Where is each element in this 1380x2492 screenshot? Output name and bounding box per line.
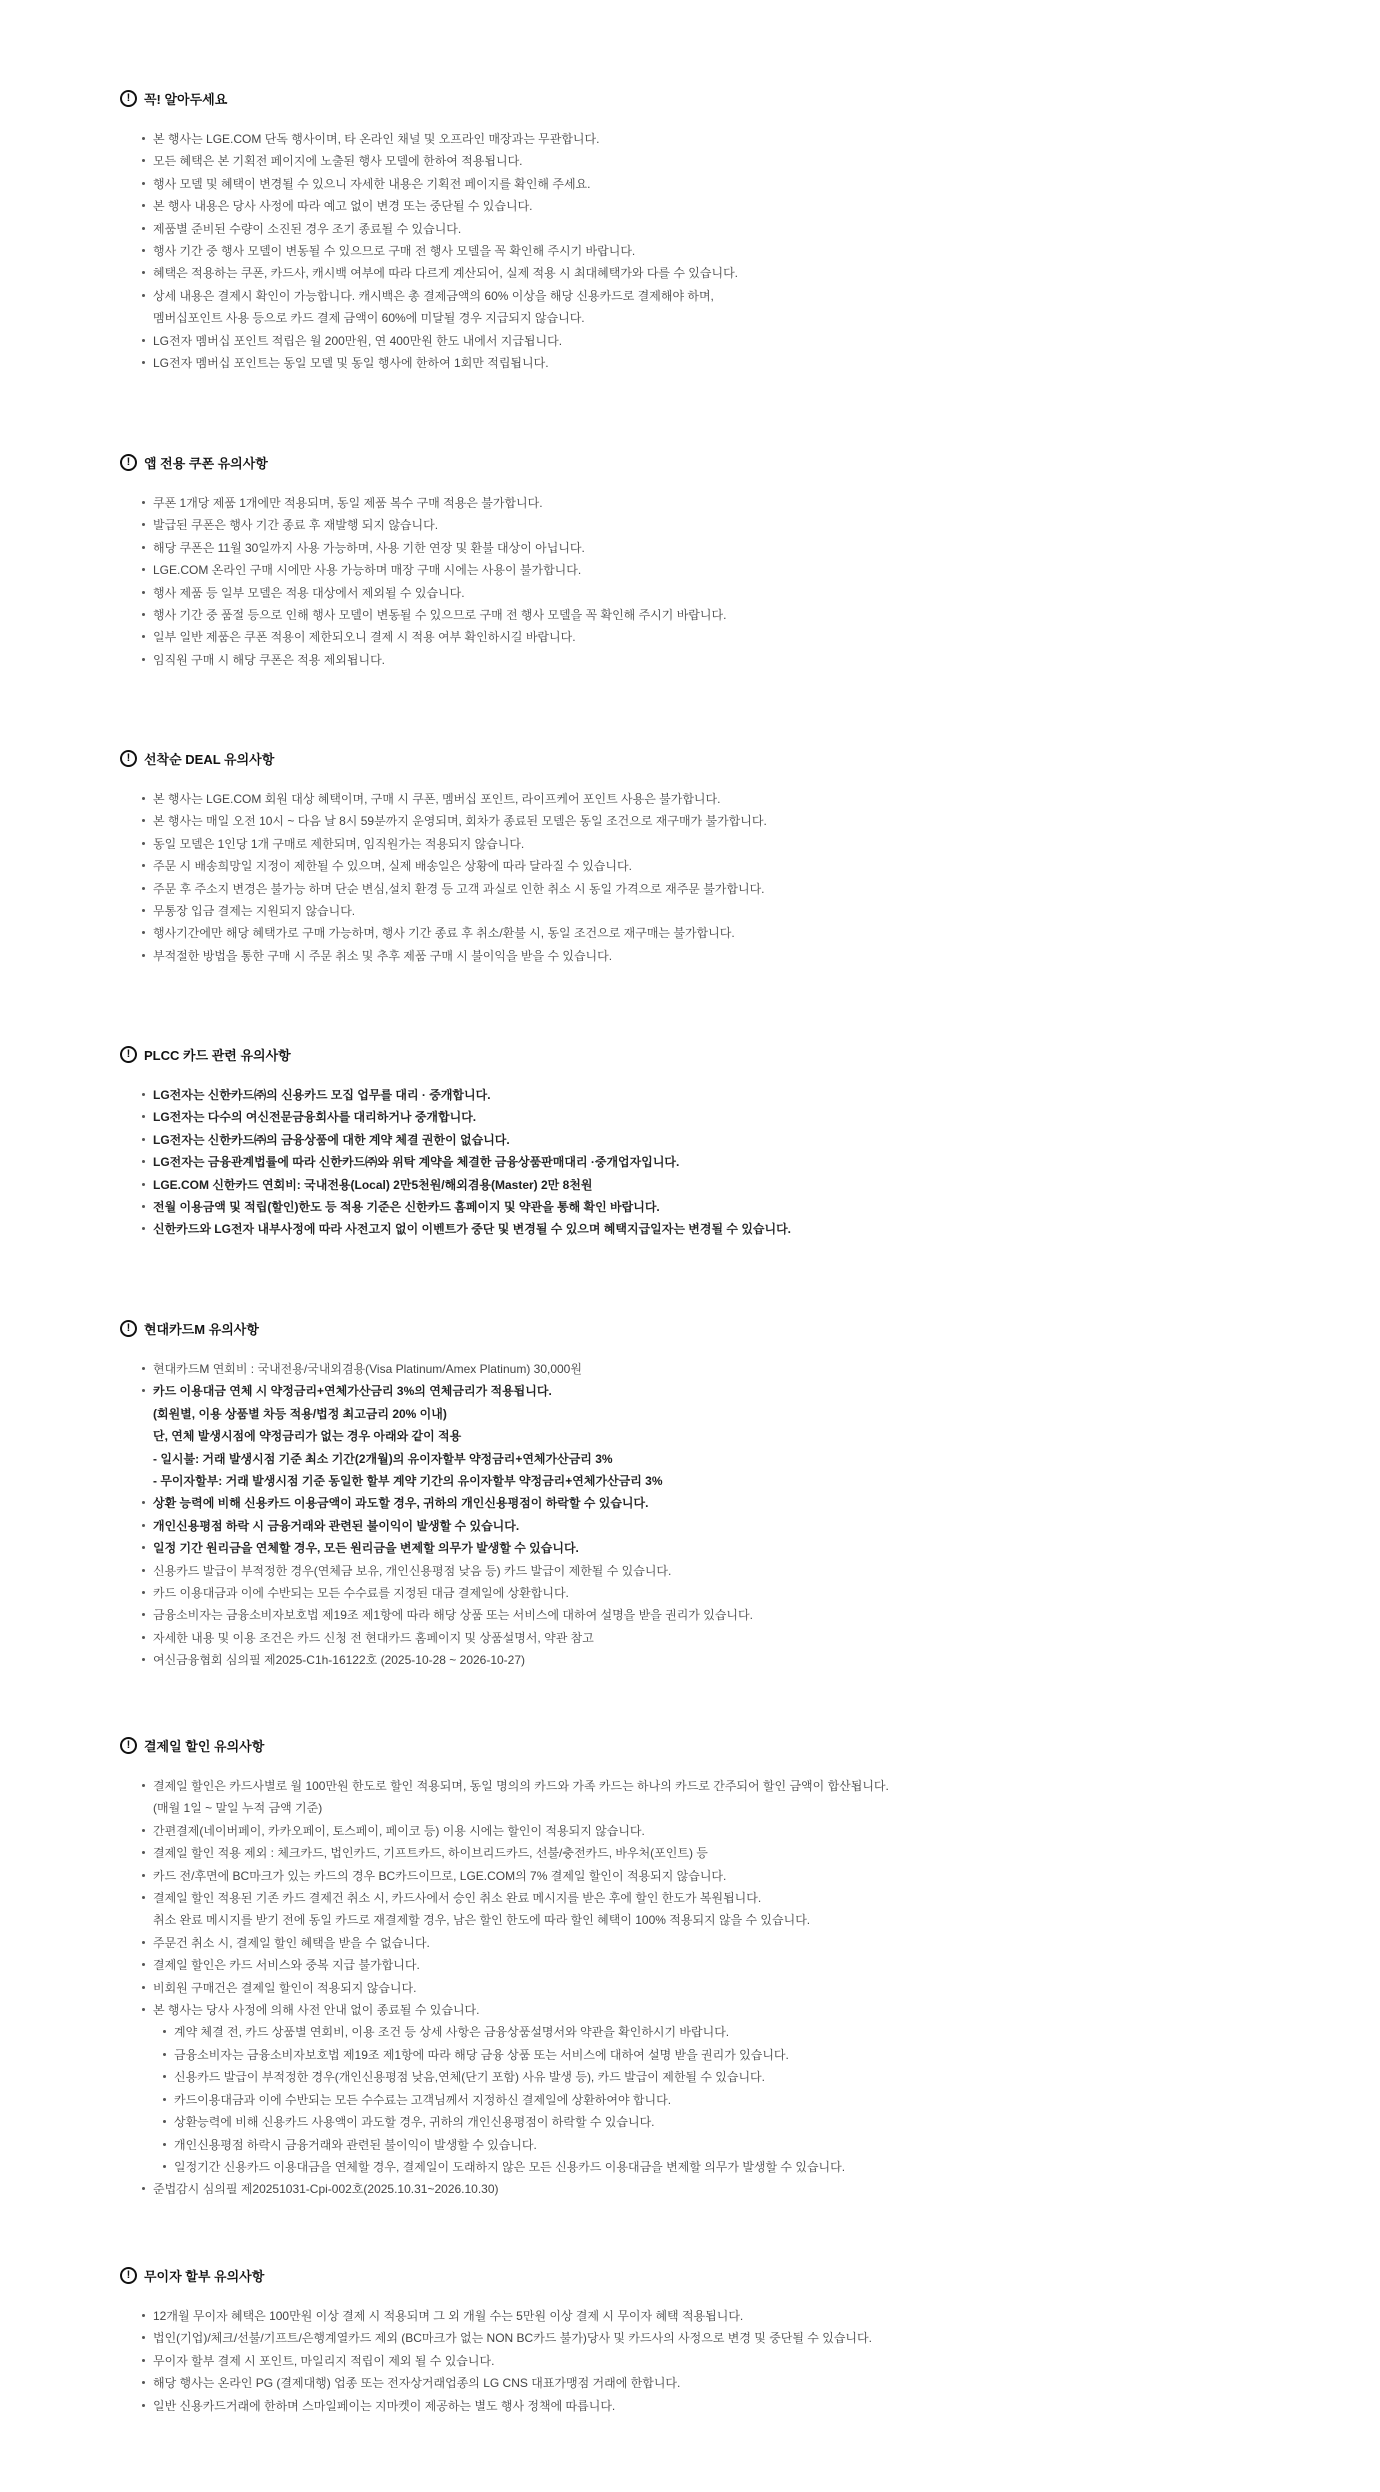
notice-list bbox=[120, 788, 1300, 967]
list-item: 해당 쿠폰은 11월 30일까지 사용 가능하며, 사용 기한 연장 및 환불 대상이 아닙니다. bbox=[142, 537, 1300, 559]
list-item: 카드 이용대금 연체 시 약정금리+연체가산금리 3%의 연체금리가 적용됩니다. bbox=[142, 1380, 1300, 1402]
list-item: LGE.COM 온라인 구매 시에만 사용 가능하며 매장 구매 시에는 사용이 불가합니다. bbox=[142, 559, 1300, 581]
list-item: 쿠폰 1개당 제품 1개에만 적용되며, 동일 제품 복수 구매 적용은 불가합니다. bbox=[142, 492, 1300, 514]
list-item: 결제일 할인은 카드사별로 월 100만원 한도로 할인 적용되며, 동일 명의의 카드와 가족 카드는 하나의 카드로 간주되어 할인 금액이 합산됩니다. bbox=[142, 1775, 1300, 1797]
notice-list bbox=[120, 492, 1300, 671]
exclamation-circle-icon: ! bbox=[120, 750, 137, 767]
list-item: 모든 혜택은 본 기획전 페이지에 노출된 행사 모델에 한하여 적용됩니다. bbox=[142, 150, 1300, 172]
list-item: 행사 기간 중 행사 모델이 변동될 수 있으므로 구매 전 행사 모델을 꼭 확인해 주시기 바랍니다. bbox=[142, 240, 1300, 262]
list-item: 본 행사는 LGE.COM 회원 대상 혜택이며, 구매 시 쿠폰, 멤버십 포인트, 라이프케어 포인트 사용은 불가합니다. bbox=[142, 788, 1300, 810]
list-item: 부적절한 방법을 통한 구매 시 주문 취소 및 추후 제품 구매 시 불이익을 받을 수 있습니다. bbox=[142, 945, 1300, 967]
exclamation-circle-icon: ! bbox=[120, 1046, 137, 1063]
list-item: 주문 후 주소지 변경은 불가능 하며 단순 변심,설치 환경 등 고객 과실로 인한 취소 시 동일 가격으로 재주문 불가합니다. bbox=[142, 878, 1300, 900]
list-item-continued: - 일시불: 거래 발생시점 기준 최소 기간(2개월)의 유이자할부 약정금리+연체가산금리 3% bbox=[153, 1451, 613, 1466]
list-item: 일부 일반 제품은 쿠폰 적용이 제한되오니 결제 시 적용 여부 확인하시길 바랍니다. bbox=[142, 626, 1300, 648]
list-item: 결제일 할인 적용된 기존 카드 결제건 취소 시, 카드사에서 승인 취소 완료 메시지를 받은 후에 할인 한도가 복원됩니다. bbox=[142, 1887, 1300, 1909]
list-item-continued: 단, 연체 발생시점에 약정금리가 없는 경우 아래와 같이 적용 bbox=[153, 1429, 462, 1444]
section-title: 무이자 할부 유의사항 bbox=[144, 2268, 265, 2284]
list-item: 신한카드와 LG전자 내부사정에 따라 사전고지 없이 이벤트가 중단 및 변경될 수 있으며 혜택지급일자는 변경될 수 있습니다. bbox=[142, 1218, 1300, 1240]
section-title: 결제일 할인 유의사항 bbox=[144, 1738, 265, 1754]
notice-section-interest-free bbox=[120, 2263, 1300, 2417]
notice-section-hyundai-card bbox=[120, 1316, 1300, 1672]
list-item-continued: 취소 완료 메시지를 받기 전에 동일 카드로 재결제할 경우, 남은 할인 한도에 따라 할인 혜택이 100% 적용되지 않을 수 있습니다. bbox=[153, 1913, 811, 1928]
exclamation-circle-icon: ! bbox=[120, 1320, 137, 1337]
notice-section-plcc-card bbox=[120, 1042, 1300, 1241]
list-item: 비회원 구매건은 결제일 할인이 적용되지 않습니다. bbox=[142, 1977, 1300, 1999]
list-item: 임직원 구매 시 해당 쿠폰은 적용 제외됩니다. bbox=[142, 649, 1300, 671]
list-item: 법인(기업)/체크/선불/기프트/은행계열카드 제외 (BC마크가 없는 NON BC카드 불가)당사 및 카드사의 사정으로 변경 및 중단될 수 있습니다. bbox=[142, 2327, 1300, 2349]
section-header bbox=[120, 746, 1300, 770]
list-item bbox=[142, 1999, 1300, 2178]
list-item: 금융소비자는 금융소비자보호법 제19조 제1항에 따라 해당 상품 또는 서비스에 대하여 설명을 받을 권리가 있습니다. bbox=[142, 1604, 1300, 1626]
list-item: 본 행사는 매일 오전 10시 ~ 다음 날 8시 59분까지 운영되며, 회차가 종료된 모델은 동일 조건으로 재구매가 불가합니다. bbox=[142, 810, 1300, 832]
list-item: 행사 제품 등 일부 모델은 적용 대상에서 제외될 수 있습니다. bbox=[142, 582, 1300, 604]
notice-list bbox=[120, 1358, 1300, 1672]
list-item: 무통장 입금 결제는 지원되지 않습니다. bbox=[142, 900, 1300, 922]
notice-list bbox=[120, 2305, 1300, 2417]
exclamation-circle-icon: ! bbox=[120, 1737, 137, 1754]
notice-list bbox=[120, 128, 1300, 374]
list-item: 해당 행사는 온라인 PG (결제대행) 업종 또는 전자상거래업종의 LG CNS 대표가맹점 거래에 한합니다. bbox=[142, 2372, 1300, 2394]
list-item: 본 행사는 LGE.COM 단독 행사이며, 타 온라인 채널 및 오프라인 매장과는 무관합니다. bbox=[142, 128, 1300, 150]
list-item: 일반 신용카드거래에 한하며 스마일페이는 지마켓이 제공하는 별도 행사 정책에 따릅니다. bbox=[142, 2395, 1300, 2417]
list-item: 개인신용평점 하락 시 금융거래와 관련된 불이익이 발생할 수 있습니다. bbox=[142, 1515, 1300, 1537]
list-item: 행사기간에만 해당 혜택가로 구매 가능하며, 행사 기간 종료 후 취소/환불 시, 동일 조건으로 재구매는 불가합니다. bbox=[142, 922, 1300, 944]
sub-list-item: 신용카드 발급이 부적정한 경우(개인신용평점 낮음,연체(단기 포함) 사유 발생 등), 카드 발급이 제한될 수 있습니다. bbox=[163, 2066, 1300, 2088]
sub-list-item: 금융소비자는 금융소비자보호법 제19조 제1항에 따라 해당 금융 상품 또는 서비스에 대하여 설명 받을 권리가 있습니다. bbox=[163, 2044, 1300, 2066]
notice-section-must-know bbox=[120, 86, 1300, 374]
list-item: 동일 모델은 1인당 1개 구매로 제한되며, 임직원가는 적용되지 않습니다. bbox=[142, 833, 1300, 855]
notice-section-first-come-deal bbox=[120, 746, 1300, 967]
list-item: 결제일 할인은 카드 서비스와 중복 지급 불가합니다. bbox=[142, 1954, 1300, 1976]
list-item: LG전자는 신한카드㈜의 금융상품에 대한 계약 체결 권한이 없습니다. bbox=[142, 1129, 1300, 1151]
exclamation-circle-icon: ! bbox=[120, 2267, 137, 2284]
list-item: 주문건 취소 시, 결제일 할인 혜택을 받을 수 없습니다. bbox=[142, 1932, 1300, 1954]
list-item: 카드 이용대금과 이에 수반되는 모든 수수료를 지정된 대금 결제일에 상환합니다. bbox=[142, 1582, 1300, 1604]
sub-list-item: 상환능력에 비해 신용카드 사용액이 과도할 경우, 귀하의 개인신용평점이 하락할 수 있습니다. bbox=[163, 2111, 1300, 2133]
section-header bbox=[120, 450, 1300, 474]
section-title: 꼭! 알아두세요 bbox=[144, 91, 228, 107]
section-title: 선착순 DEAL 유의사항 bbox=[144, 751, 275, 767]
list-item: 자세한 내용 및 이용 조건은 카드 신청 전 현대카드 홈페이지 및 상품설명서, 약관 참고 bbox=[142, 1627, 1300, 1649]
list-item: 행사 모델 및 혜택이 변경될 수 있으니 자세한 내용은 기획전 페이지를 확인해 주세요. bbox=[142, 173, 1300, 195]
section-title: PLCC 카드 관련 유의사항 bbox=[144, 1047, 291, 1063]
section-header bbox=[120, 86, 1300, 110]
exclamation-circle-icon: ! bbox=[120, 90, 137, 107]
list-item: 상환 능력에 비해 신용카드 이용금액이 과도할 경우, 귀하의 개인신용평점이 하락할 수 있습니다. bbox=[142, 1492, 1300, 1514]
list-item: 일정 기간 원리금을 연체할 경우, 모든 원리금을 변제할 의무가 발생할 수 있습니다. bbox=[142, 1537, 1300, 1559]
list-item: LG전자는 신한카드㈜의 신용카드 모집 업무를 대리 · 중개합니다. bbox=[142, 1084, 1300, 1106]
list-item: 혜택은 적용하는 쿠폰, 카드사, 캐시백 여부에 따라 다르게 계산되어, 실제 적용 시 최대혜택가와 다를 수 있습니다. bbox=[142, 262, 1300, 284]
list-item-text: 본 행사는 당사 사정에 의해 사전 안내 없이 종료될 수 있습니다. bbox=[153, 2003, 480, 2018]
list-item: 카드 전/후면에 BC마크가 있는 카드의 경우 BC카드이므로, LGE.COM의 7% 결제일 할인이 적용되지 않습니다. bbox=[142, 1865, 1300, 1887]
notice-section-app-coupon bbox=[120, 450, 1300, 671]
list-item: 주문 시 배송희망일 지정이 제한될 수 있으며, 실제 배송일은 상황에 따라 달라질 수 있습니다. bbox=[142, 855, 1300, 877]
list-item: 행사 기간 중 품절 등으로 인해 행사 모델이 변동될 수 있으므로 구매 전 행사 모델을 꼭 확인해 주시기 바랍니다. bbox=[142, 604, 1300, 626]
list-item: 본 행사 내용은 당사 사정에 따라 예고 없이 변경 또는 중단될 수 있습니다. bbox=[142, 195, 1300, 217]
list-item: 전월 이용금액 및 적립(할인)한도 등 적용 기준은 신한카드 홈페이지 및 약관을 통해 확인 바랍니다. bbox=[142, 1196, 1300, 1218]
list-item: LG전자 멤버십 포인트 적립은 월 200만원, 연 400만원 한도 내에서 지급됩니다. bbox=[142, 330, 1300, 352]
exclamation-circle-icon: ! bbox=[120, 454, 137, 471]
list-item: 무이자 할부 결제 시 포인트, 마일리지 적립이 제외 될 수 있습니다. bbox=[142, 2350, 1300, 2372]
sub-list-item: 계약 체결 전, 카드 상품별 연회비, 이용 조건 등 상세 사항은 금융상품설명서와 약관을 확인하시기 바랍니다. bbox=[163, 2021, 1300, 2043]
list-item: 결제일 할인 적용 제외 : 체크카드, 법인카드, 기프트카드, 하이브리드카드, 선불/충전카드, 바우처(포인트) 등 bbox=[142, 1842, 1300, 1864]
notice-list bbox=[120, 1084, 1300, 1241]
list-item-continued: 멤버십포인트 사용 등으로 카드 결제 금액이 60%에 미달될 경우 지급되지 않습니다. bbox=[153, 311, 585, 326]
sub-list-item: 카드이용대금과 이에 수반되는 모든 수수료는 고객님께서 지정하신 결제일에 상환하여야 합니다. bbox=[163, 2089, 1300, 2111]
sub-list bbox=[153, 2021, 1300, 2178]
list-item: 여신금융협회 심의필 제2025-C1h-16122호 (2025-10-28 ~ 2026-10-27) bbox=[142, 1649, 1300, 1671]
list-item: LG전자는 다수의 여신전문금융회사를 대리하거나 중개합니다. bbox=[142, 1106, 1300, 1128]
list-item-continued: - 무이자할부: 거래 발생시점 기준 동일한 할부 계약 기간의 유이자할부 약정금리+연체가산금리 3% bbox=[153, 1474, 663, 1489]
sub-list-item: 일정기간 신용카드 이용대금을 연체할 경우, 결제일이 도래하지 않은 모든 신용카드 이용대금을 변제할 의무가 발생할 수 있습니다. bbox=[163, 2156, 1300, 2178]
notice-section-billing-discount bbox=[120, 1733, 1300, 2201]
section-title: 앱 전용 쿠폰 유의사항 bbox=[144, 455, 268, 471]
list-item: LG전자는 금융관계법률에 따라 신한카드㈜와 위탁 계약을 체결한 금융상품판매대리 ·중개업자입니다. bbox=[142, 1151, 1300, 1173]
section-title: 현대카드M 유의사항 bbox=[144, 1321, 259, 1337]
section-header bbox=[120, 1042, 1300, 1066]
list-item-continued: (회원별, 이용 상품별 차등 적용/법정 최고금리 20% 이내) bbox=[153, 1406, 447, 1421]
notice-list bbox=[120, 1775, 1300, 2201]
list-item: 12개월 무이자 혜택은 100만원 이상 결제 시 적용되며 그 외 개월 수는 5만원 이상 결제 시 무이자 혜택 적용됩니다. bbox=[142, 2305, 1300, 2327]
section-header bbox=[120, 1733, 1300, 1757]
list-item: 간편결제(네이버페이, 카카오페이, 토스페이, 페이코 등) 이용 시에는 할인이 적용되지 않습니다. bbox=[142, 1820, 1300, 1842]
list-item: 현대카드M 연회비 : 국내전용/국내외겸용(Visa Platinum/Amex Platinum) 30,000원 bbox=[142, 1358, 1300, 1380]
list-item: LG전자 멤버십 포인트는 동일 모델 및 동일 행사에 한하여 1회만 적립됩니다. bbox=[142, 352, 1300, 374]
sub-list-item: 개인신용평점 하락시 금융거래와 관련된 불이익이 발생할 수 있습니다. bbox=[163, 2134, 1300, 2156]
list-item: 제품별 준비된 수량이 소진된 경우 조기 종료될 수 있습니다. bbox=[142, 218, 1300, 240]
section-header bbox=[120, 1316, 1300, 1340]
list-item: 상세 내용은 결제시 확인이 가능합니다. 캐시백은 총 결제금액의 60% 이상을 해당 신용카드로 결제해야 하며, bbox=[142, 285, 1300, 307]
list-item: 발급된 쿠폰은 행사 기간 종료 후 재발행 되지 않습니다. bbox=[142, 514, 1300, 536]
list-item: 준법감시 심의필 제20251031-Cpi-002호(2025.10.31~2026.10.30) bbox=[142, 2178, 1300, 2200]
list-item: LGE.COM 신한카드 연회비: 국내전용(Local) 2만5천원/해외겸용(Master) 2만 8천원 bbox=[142, 1174, 1300, 1196]
list-item-continued: (매월 1일 ~ 말일 누적 금액 기준) bbox=[153, 1801, 323, 1816]
list-item: 신용카드 발급이 부적정한 경우(연체금 보유, 개인신용평점 낮음 등) 카드 발급이 제한될 수 있습니다. bbox=[142, 1560, 1300, 1582]
section-header bbox=[120, 2263, 1300, 2287]
